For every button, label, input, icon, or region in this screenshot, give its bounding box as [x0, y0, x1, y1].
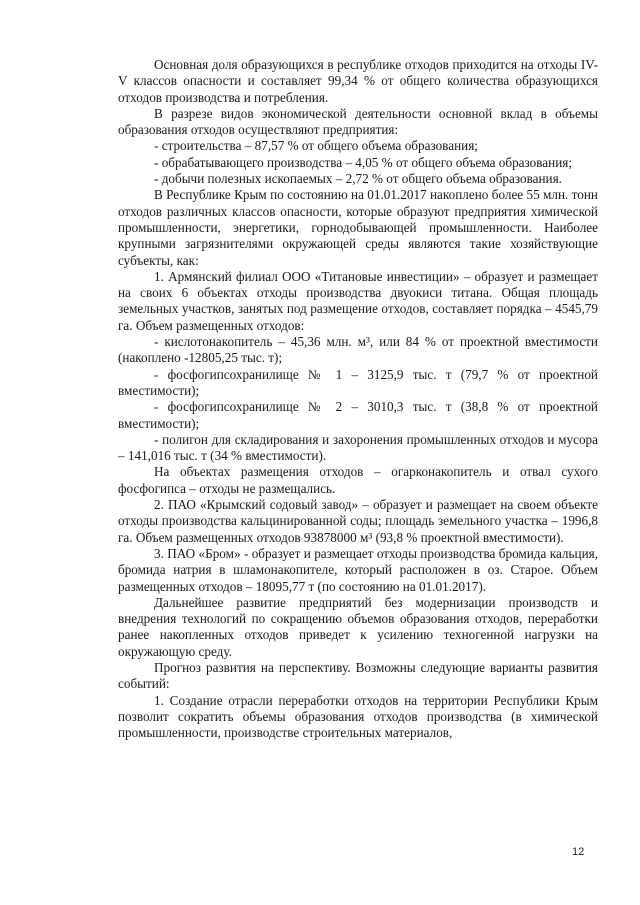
list-item-construction: - строительства – 87,57 % от общего объема образования; [154, 138, 478, 154]
paragraph-further-development: Дальнейшее развитие предприятий без модернизации производств и внедрения технологий по сокращению объемов образования отходов, переработки ранее накопленных отходов приведет к усилению техногенной нагрузки на окружающую среду. [118, 594, 598, 659]
paragraph-accumulated-waste: В Республике Крым по состоянию на 01.01.2017 накоплено более 55 млн. тонн отходов различных классов опасности, которые образуют предприятия химической промышленности, энергетики, горнодобывающей промышленности. Наиболее крупными загрязнителями окружающей среды являются такие хозяйствующие субъекты, как: [118, 187, 598, 268]
paragraph-option-1: 1. Создание отрасли переработки отходов на территории Республики Крым позволит сократить объемы образования отходов производства (в химической промышленности, производстве строительных материалов, [118, 692, 598, 741]
paragraph-no-placement: На объектах размещения отходов – огарконакопитель и отвал сухого фосфогипса – отходы не размещались. [118, 464, 598, 496]
page-number: 12 [572, 846, 585, 858]
list-item-acid-storage: - кислотонакопитель – 45,36 млн. м³, или 84 % от проектной вместимости (накоплено -12805,25 тыс. т); [118, 334, 598, 366]
list-item-landfill: - полигон для складирования и захоронения промышленных отходов и мусора – 141,016 тыс. т (34 % вместимости). [118, 431, 598, 464]
paragraph-forecast: Прогноз развития на перспективу. Возможны следующие варианты развития событий: [118, 659, 598, 692]
list-item-phosphogypsum-1: - фосфогипсохранилище № 1 – 3125,9 тыс. т (79,7 % от проектной вместимости); [118, 366, 598, 398]
list-item-manufacturing: - обрабатывающего производства – 4,05 % от общего объема образования; [154, 154, 572, 170]
paragraph-brom: 3. ПАО «Бром» - образует и размещает отходы производства бромида кальция, бромида натрия в шламонакопителе, который расположен в оз. Старое. Объем размещенных отходов – 18095,77 т (по состоянию на 01.01.2017). [118, 545, 598, 594]
list-item-mining: - добычи полезных ископаемых – 2,72 % от общего объема образования. [154, 171, 562, 187]
paragraph-waste-share: Основная доля образующихся в республике отходов приходится на отходы IV-V классов опасности и составляет 99,34 % от общего количества образующихся отходов производства и потребления. [118, 57, 598, 105]
paragraph-titanium-investments: 1. Армянский филиал ООО «Титановые инвестиции» – образует и размещает на своих 6 объектах отходы производства двуокиси титана. Общая площадь земельных участков, занятых под размещение отходов, составляет порядка – 4545,79 га. Объем размещенных отходов: [118, 268, 598, 333]
paragraph-activity-intro: В разрезе видов экономической деятельности основной вклад в объемы образования отходов осуществляют предприятия: [118, 105, 598, 138]
paragraph-soda-plant: 2. ПАО «Крымский содовый завод» – образует и размещает на своем объекте отходы производства кальцинированной соды; площадь земельного участка – 1996,8 га. Объем размещенных отходов 93878000 м³ (93,8 % проектной вместимости). [118, 497, 598, 545]
list-item-phosphogypsum-2: - фосфогипсохранилище № 2 – 3010,3 тыс. т (38,8 % от проектной вместимости); [118, 399, 598, 431]
document-body [118, 57, 598, 741]
